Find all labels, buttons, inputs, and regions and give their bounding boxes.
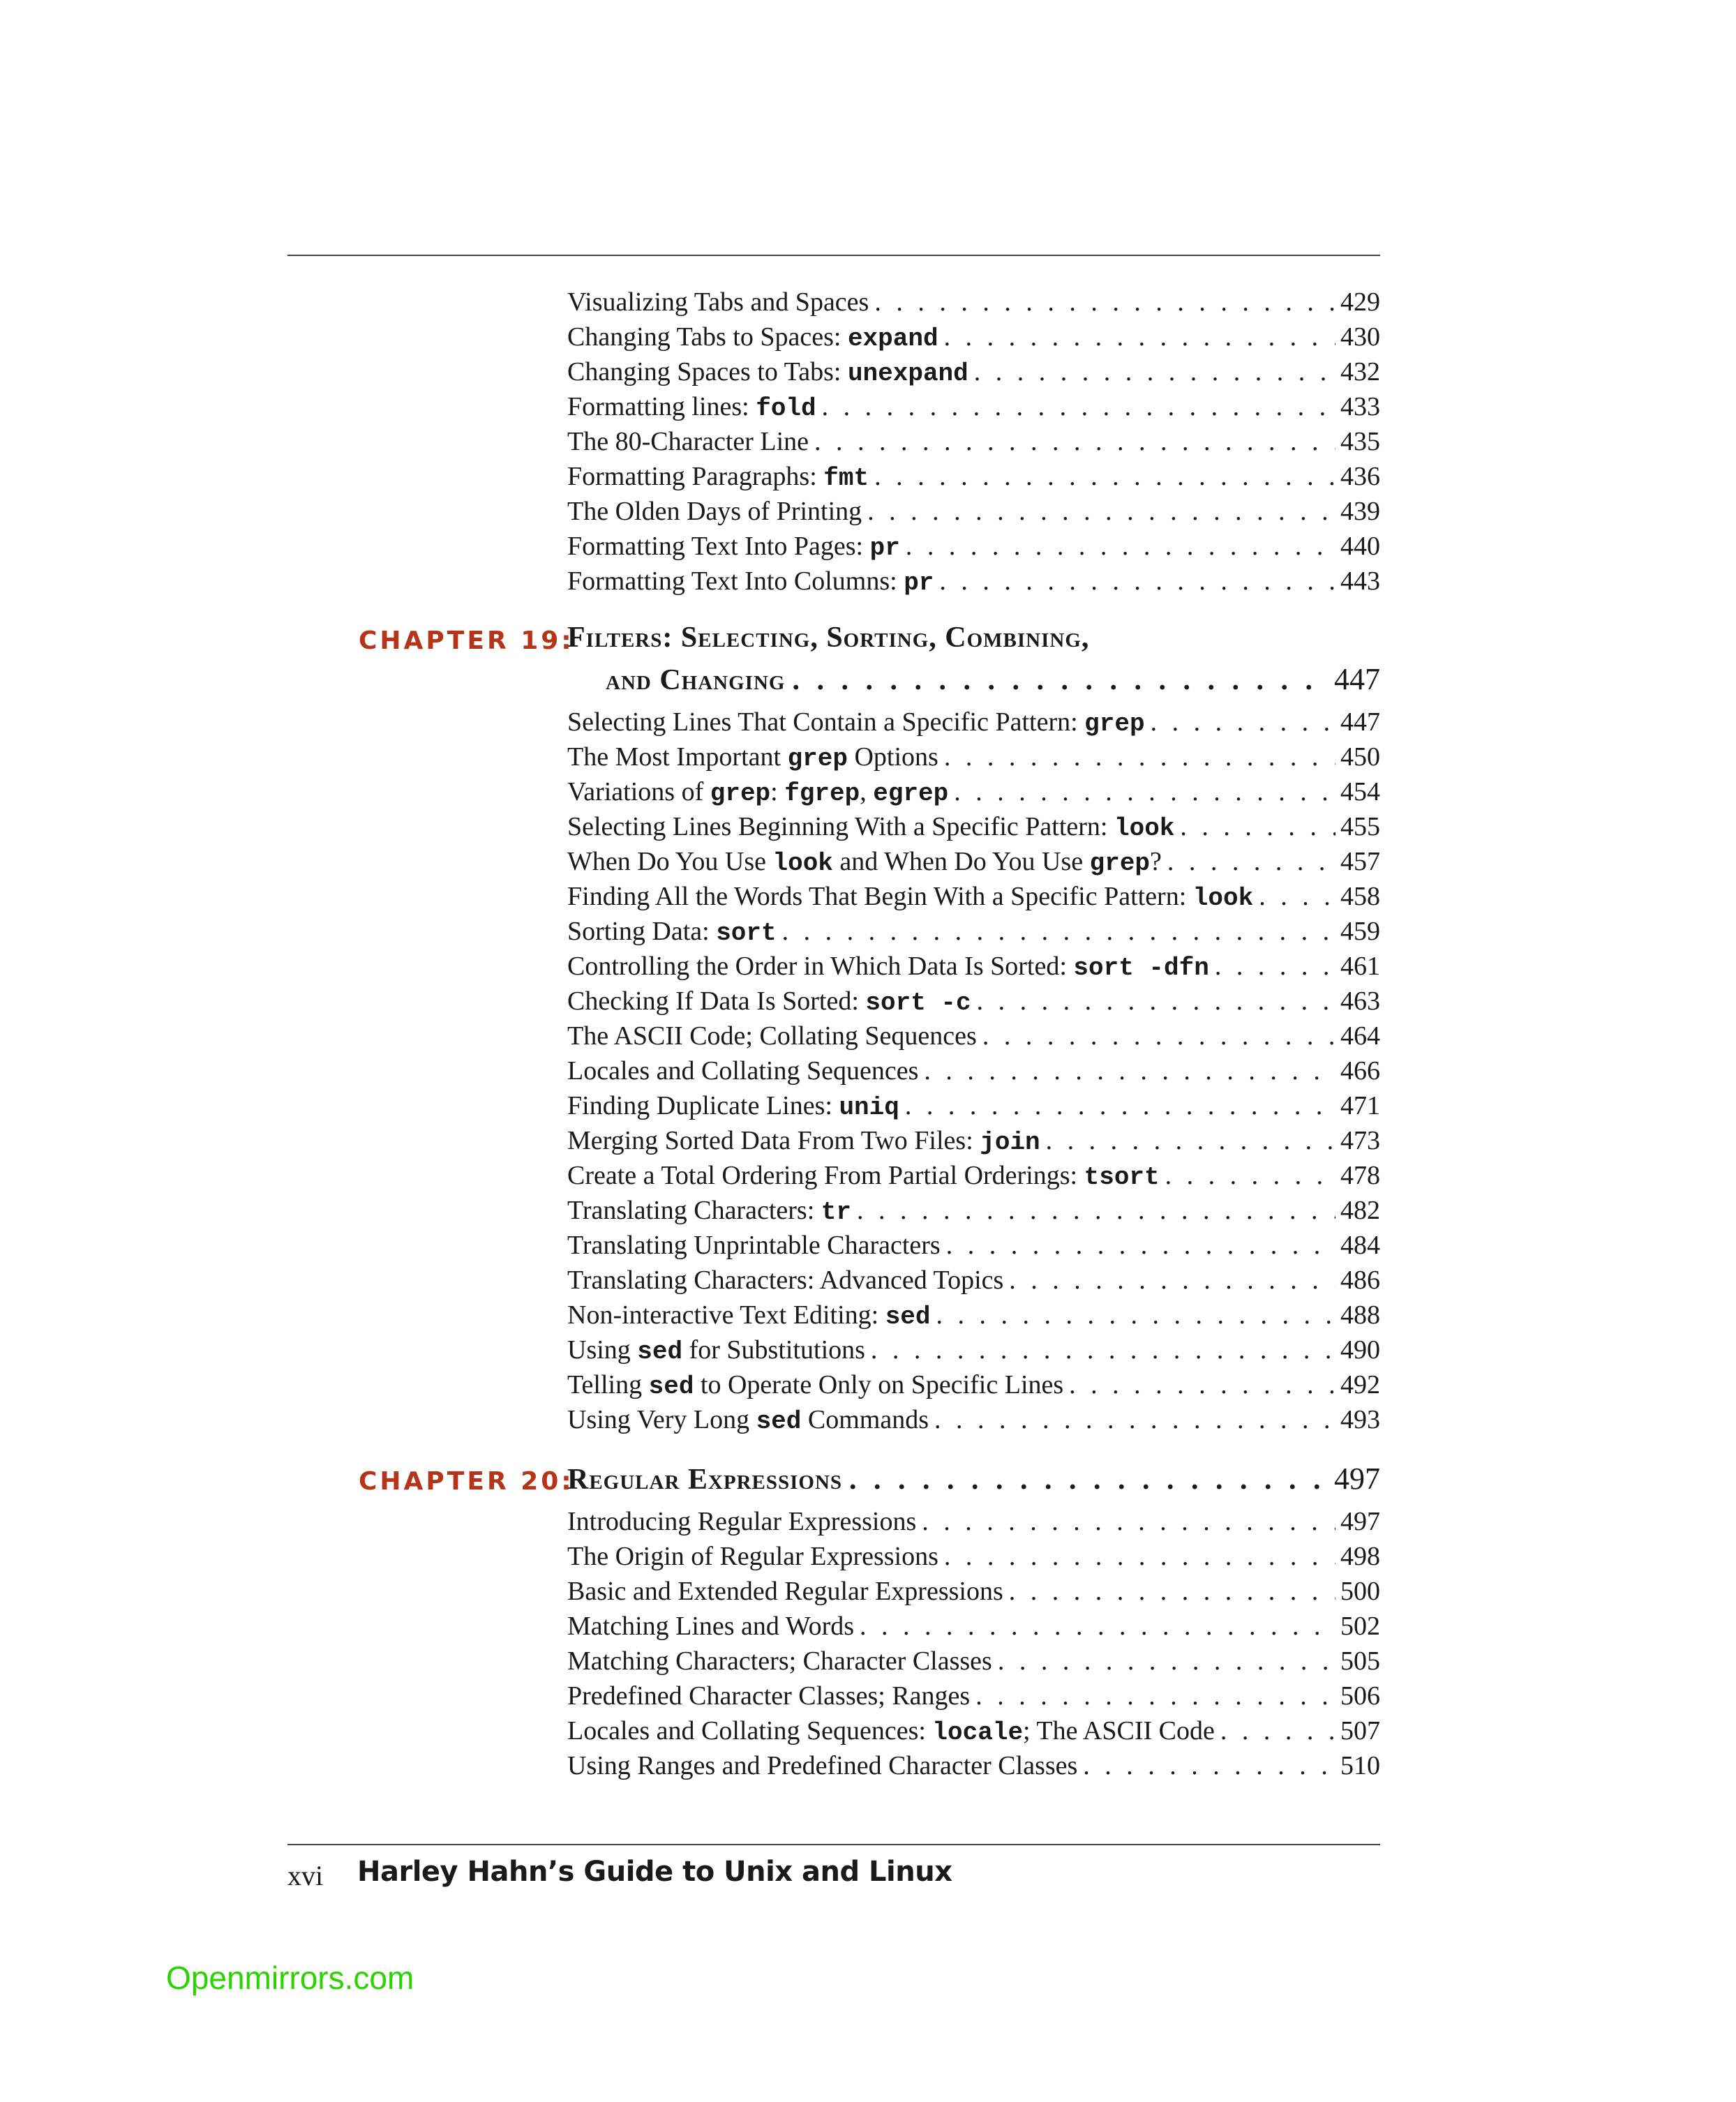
toc-entry[interactable] <box>567 1088 1380 1123</box>
toc-entry-title <box>567 1679 970 1713</box>
toc-entry-page: 454 <box>1340 777 1380 806</box>
entry-text: : <box>770 777 785 806</box>
toc-entry-page: 500 <box>1340 1577 1380 1606</box>
toc-entry-page: 433 <box>1340 392 1380 421</box>
dot-leader <box>1083 1748 1335 1783</box>
toc-entry-title <box>567 389 816 426</box>
toc-entry[interactable] <box>567 1713 1380 1748</box>
toc-entry[interactable] <box>567 1367 1380 1402</box>
command-name: sort -c <box>865 989 971 1017</box>
entry-text: Formatting Text Into Pages: <box>567 532 870 561</box>
toc-entry-page: 461 <box>1340 952 1380 981</box>
footer-page-number: xvi <box>287 1860 324 1891</box>
entry-text: Using <box>567 1335 638 1365</box>
toc-entry-title <box>567 949 1209 986</box>
toc-section-continued <box>567 285 1380 599</box>
toc-entry-title <box>567 1332 865 1369</box>
dot-leader <box>1151 705 1335 740</box>
dot-leader <box>977 984 1335 1019</box>
dot-leader <box>924 1053 1335 1088</box>
chapter-19-title-line1: Filters: Selecting, Sorting, Combining, <box>567 622 1090 654</box>
entry-text: Translating Unprintable Characters <box>567 1231 941 1260</box>
dot-leader <box>944 1539 1335 1574</box>
entry-text: Matching Characters; Character Classes <box>567 1646 992 1676</box>
toc-entry-title <box>567 459 869 496</box>
command-name: look <box>1192 884 1254 913</box>
entry-text: to Operate Only on Specific Lines <box>694 1370 1064 1399</box>
toc-entry[interactable] <box>567 459 1380 494</box>
toc-entry-page: 435 <box>1340 427 1380 456</box>
toc-entry-page: 506 <box>1340 1681 1380 1711</box>
toc-entry[interactable] <box>567 1263 1380 1298</box>
entry-text: Variations of <box>567 777 710 806</box>
toc-entry[interactable] <box>567 809 1380 844</box>
command-name: sed <box>885 1303 931 1331</box>
chapter-19-title-line2-text: and Changing <box>606 664 786 696</box>
dot-leader <box>1165 1158 1335 1193</box>
toc-entry[interactable] <box>567 1644 1380 1679</box>
toc-entry-title <box>567 984 971 1021</box>
toc-entry[interactable] <box>567 1748 1380 1783</box>
entry-text: Telling <box>567 1370 649 1399</box>
chapter-20-page: 497 <box>1334 1462 1380 1496</box>
toc-entry-title <box>567 1263 1003 1298</box>
entry-text: Basic and Extended Regular Expressions <box>567 1577 1003 1606</box>
dot-leader <box>954 774 1335 809</box>
toc-entry-page: 507 <box>1340 1716 1380 1746</box>
entry-text: Using Ranges and Predefined Character Classes <box>567 1751 1078 1780</box>
toc-entry[interactable] <box>567 1679 1380 1713</box>
entry-text: Finding Duplicate Lines: <box>567 1091 839 1120</box>
toc-entry-title <box>567 320 938 356</box>
toc-entry-page: 510 <box>1340 1751 1380 1780</box>
toc-entry-title <box>567 879 1253 916</box>
toc-entry-page: 466 <box>1340 1056 1380 1086</box>
entry-text: Formatting lines: <box>567 392 756 421</box>
toc-entry[interactable] <box>567 1539 1380 1574</box>
command-name: sort <box>716 919 777 947</box>
entry-text: Formatting Paragraphs: <box>567 462 824 491</box>
command-name: sort -dfn <box>1073 954 1209 982</box>
toc-entry-page: 432 <box>1340 357 1380 386</box>
entry-text: Locales and Collating Sequences: <box>567 1716 933 1746</box>
entry-text: The ASCII Code; Collating Sequences <box>567 1021 977 1051</box>
toc-entry-page: 455 <box>1340 812 1380 841</box>
dot-leader <box>975 1679 1335 1713</box>
entry-text: Commands <box>801 1405 929 1434</box>
entry-text: Predefined Character Classes; Ranges <box>567 1681 971 1711</box>
toc-entry-title <box>567 424 809 459</box>
toc-entry-page: 458 <box>1340 882 1380 911</box>
watermark-link[interactable]: Openmirrors.com <box>166 1960 414 1996</box>
toc-entry[interactable] <box>567 1609 1380 1644</box>
entry-text: Using Very Long <box>567 1405 756 1434</box>
toc-entry-title <box>567 564 934 601</box>
toc-entry-title <box>567 1193 851 1230</box>
toc-entry-page: 497 <box>1340 1507 1380 1536</box>
dot-leader <box>1220 1713 1335 1748</box>
footer-book-title: Harley Hahn’s Guide to Unix and Linux <box>357 1856 952 1888</box>
dot-leader <box>998 1644 1335 1679</box>
toc-entry[interactable] <box>567 320 1380 354</box>
command-name: unexpand <box>847 359 968 388</box>
toc-entry[interactable] <box>567 1332 1380 1367</box>
toc-entry-title <box>567 914 777 951</box>
entry-text: Options <box>847 742 938 772</box>
toc-entry-page: 429 <box>1340 287 1380 317</box>
toc-entry-title <box>567 1298 931 1335</box>
entry-text: When Do You Use <box>567 847 773 876</box>
toc-entry-page: 463 <box>1340 986 1380 1016</box>
toc-entry-page: 447 <box>1340 707 1380 737</box>
dot-leader <box>1259 879 1335 914</box>
toc-entry-title <box>567 1402 929 1439</box>
toc-entry-page: 464 <box>1340 1021 1380 1051</box>
dot-leader <box>1167 844 1335 879</box>
dot-leader <box>982 1019 1335 1053</box>
toc-entry[interactable] <box>567 705 1380 740</box>
toc-entry[interactable] <box>567 494 1380 529</box>
toc-entry-title <box>567 809 1174 846</box>
dot-leader <box>944 740 1335 774</box>
toc-entry-title <box>567 1123 1040 1160</box>
toc-entry-title <box>567 1019 977 1053</box>
command-name: fmt <box>823 464 869 493</box>
toc-entry[interactable] <box>567 389 1380 424</box>
toc-entry-title <box>567 1539 938 1574</box>
toc-entry-page: 498 <box>1340 1542 1380 1571</box>
toc-entry-page: 430 <box>1340 322 1380 352</box>
toc-entry-title <box>567 1228 941 1263</box>
entry-text: Selecting Lines That Contain a Specific Pattern: <box>567 707 1085 737</box>
chapter-20-label: CHAPTER 20: <box>359 1467 574 1496</box>
command-name: sed <box>637 1337 683 1366</box>
command-name: tr <box>821 1198 851 1226</box>
entry-text: ; The ASCII Code <box>1023 1716 1215 1746</box>
dot-leader <box>922 1504 1335 1539</box>
toc-entry-title <box>567 774 948 811</box>
toc-entry[interactable] <box>567 564 1380 599</box>
toc-entry-page: 505 <box>1340 1646 1380 1676</box>
command-name: tsort <box>1084 1163 1160 1192</box>
dot-leader <box>944 320 1335 354</box>
entry-text: Non-interactive Text Editing: <box>567 1300 885 1330</box>
command-name: egrep <box>873 779 949 808</box>
toc-entry-page: 459 <box>1340 917 1380 946</box>
toc-entry[interactable] <box>567 529 1380 564</box>
command-name: locale <box>932 1718 1024 1747</box>
entry-text: Changing Spaces to Tabs: <box>567 357 848 386</box>
dot-leader <box>874 459 1335 494</box>
toc-entry[interactable] <box>567 285 1380 320</box>
entry-text: Sorting Data: <box>567 917 717 946</box>
entry-text: Finding All the Words That Begin With a Specific Pattern: <box>567 882 1193 911</box>
dot-leader <box>871 1332 1335 1367</box>
command-name: look <box>1114 814 1175 843</box>
toc-entry[interactable] <box>567 1574 1380 1609</box>
toc-entry[interactable] <box>567 424 1380 459</box>
entry-text: Merging Sorted Data From Two Files: <box>567 1126 980 1155</box>
toc-entry-page: 457 <box>1340 847 1380 876</box>
chapter-20-title-line <box>567 1461 1380 1496</box>
entry-text: Matching Lines and Words <box>567 1612 855 1641</box>
dot-leader <box>1009 1574 1335 1609</box>
entry-text: Translating Characters: <box>567 1196 821 1225</box>
toc-entry-page: 490 <box>1340 1335 1380 1365</box>
dot-leader <box>906 529 1335 564</box>
entry-text: Changing Tabs to Spaces: <box>567 322 848 352</box>
toc-entry-title <box>567 1088 899 1125</box>
toc-entry[interactable] <box>567 1402 1380 1437</box>
toc-entry-title <box>567 1158 1160 1195</box>
command-name: look <box>772 849 833 878</box>
dot-leader <box>814 424 1335 459</box>
command-name: grep <box>1084 710 1145 738</box>
dot-leader <box>1069 1367 1335 1402</box>
entry-text: Visualizing Tabs and Spaces <box>567 287 869 317</box>
dot-leader <box>946 1228 1335 1263</box>
toc-entry-title <box>567 1367 1063 1404</box>
toc-entry-page: 482 <box>1340 1196 1380 1225</box>
entry-text: and When Do You Use <box>832 847 1090 876</box>
dot-leader <box>782 914 1335 949</box>
entry-text: , <box>860 777 874 806</box>
dot-leader <box>939 564 1335 599</box>
toc-entry-page: 484 <box>1340 1231 1380 1260</box>
bottom-rule <box>287 1844 1380 1845</box>
entry-text: The Most Important <box>567 742 788 772</box>
command-name: grep <box>710 779 771 808</box>
entry-text: Controlling the Order in Which Data Is Sorted: <box>567 952 1074 981</box>
toc-entry-title <box>567 1609 854 1644</box>
entry-text: The 80-Character Line <box>567 427 809 456</box>
chapter-20-title: Regular Expressions <box>567 1464 843 1496</box>
toc-entry-page: 436 <box>1340 462 1380 491</box>
toc-entry[interactable] <box>567 1053 1380 1088</box>
command-name: sed <box>756 1407 802 1436</box>
toc-entry-title <box>567 1748 1077 1783</box>
dot-leader <box>792 663 1330 697</box>
toc-entry-page: 502 <box>1340 1612 1380 1641</box>
dot-leader <box>905 1088 1335 1123</box>
toc-entry-page: 473 <box>1340 1126 1380 1155</box>
toc-entry-title <box>567 529 900 566</box>
toc-entry[interactable] <box>567 949 1380 984</box>
toc-entry-title <box>567 1574 1003 1609</box>
toc-entry-title <box>567 1504 916 1539</box>
toc-entry[interactable] <box>567 1504 1380 1539</box>
command-name: grep <box>1089 849 1151 878</box>
toc-entry-page: 486 <box>1340 1266 1380 1295</box>
dot-leader <box>936 1298 1336 1332</box>
command-name: sed <box>648 1372 694 1401</box>
dot-leader <box>1215 949 1335 984</box>
toc-entry-page: 492 <box>1340 1370 1380 1399</box>
toc-entry[interactable] <box>567 354 1380 389</box>
command-name: join <box>980 1128 1040 1157</box>
dot-leader <box>857 1193 1335 1228</box>
entry-text: Formatting Text Into Columns: <box>567 566 904 596</box>
top-rule <box>287 255 1380 256</box>
toc-entry[interactable] <box>567 1228 1380 1263</box>
dot-leader <box>867 494 1335 529</box>
toc-entry[interactable] <box>567 1123 1380 1158</box>
dot-leader <box>1046 1123 1335 1158</box>
chapter-19-label: CHAPTER 19: <box>359 626 574 655</box>
dot-leader <box>849 1463 1330 1496</box>
toc-entry-title <box>567 1713 1215 1750</box>
chapter-20-entries <box>567 1504 1380 1783</box>
toc-entry-page: 493 <box>1340 1405 1380 1434</box>
command-name: fgrep <box>784 779 860 808</box>
entry-text: Introducing Regular Expressions <box>567 1507 917 1536</box>
toc-entry-title <box>567 705 1145 742</box>
command-name: uniq <box>839 1093 899 1122</box>
command-name: fold <box>756 394 816 423</box>
dot-leader <box>822 389 1335 424</box>
entry-text: Locales and Collating Sequences <box>567 1056 919 1086</box>
entry-text: for Substitutions <box>682 1335 865 1365</box>
entry-text: Checking If Data Is Sorted: <box>567 986 866 1016</box>
toc-entry-page: 478 <box>1340 1161 1380 1190</box>
toc-entry-title <box>567 844 1162 881</box>
dot-leader <box>1180 809 1335 844</box>
toc-entry[interactable] <box>567 914 1380 949</box>
dot-leader <box>874 285 1335 320</box>
toc-entry[interactable] <box>567 1158 1380 1193</box>
toc-entry[interactable] <box>567 740 1380 774</box>
toc-entry-title <box>567 494 862 529</box>
dot-leader <box>860 1609 1335 1644</box>
toc-entry[interactable] <box>567 844 1380 879</box>
command-name: expand <box>847 324 938 353</box>
toc-entry-page: 440 <box>1340 532 1380 561</box>
toc-entry-title <box>567 354 968 391</box>
entry-text: The Origin of Regular Expressions <box>567 1542 938 1571</box>
toc-entry-page: 439 <box>1340 497 1380 526</box>
dot-leader <box>1009 1263 1335 1298</box>
dot-leader <box>974 354 1335 389</box>
toc-entry-title <box>567 285 869 320</box>
toc-entry-page: 488 <box>1340 1300 1380 1330</box>
entry-text: The Olden Days of Printing <box>567 497 862 526</box>
toc-entry[interactable] <box>567 774 1380 809</box>
command-name: pr <box>904 569 934 597</box>
toc-entry[interactable] <box>567 1193 1380 1228</box>
toc-entry-page: 471 <box>1340 1091 1380 1120</box>
chapter-19-page: 447 <box>1334 662 1380 696</box>
command-name: grep <box>787 744 848 773</box>
toc-entry[interactable] <box>567 1019 1380 1053</box>
entry-text: Selecting Lines Beginning With a Specific Pattern: <box>567 812 1114 841</box>
toc-entry-title <box>567 740 938 776</box>
toc-entry[interactable] <box>567 1298 1380 1332</box>
toc-entry-page: 450 <box>1340 742 1380 772</box>
toc-entry-title <box>567 1644 992 1679</box>
entry-text: Create a Total Ordering From Partial Orderings: <box>567 1161 1084 1190</box>
toc-entry[interactable] <box>567 879 1380 914</box>
chapter-19-entries <box>567 705 1380 1437</box>
toc-entry-page: 443 <box>1340 566 1380 596</box>
toc-entry-title <box>567 1053 918 1088</box>
command-name: pr <box>869 534 900 562</box>
toc-entry[interactable] <box>567 984 1380 1019</box>
entry-text: ? <box>1150 847 1162 876</box>
entry-text: Translating Characters: Advanced Topics <box>567 1266 1004 1295</box>
chapter-19-title-line2 <box>606 661 1380 697</box>
dot-leader <box>934 1402 1335 1437</box>
